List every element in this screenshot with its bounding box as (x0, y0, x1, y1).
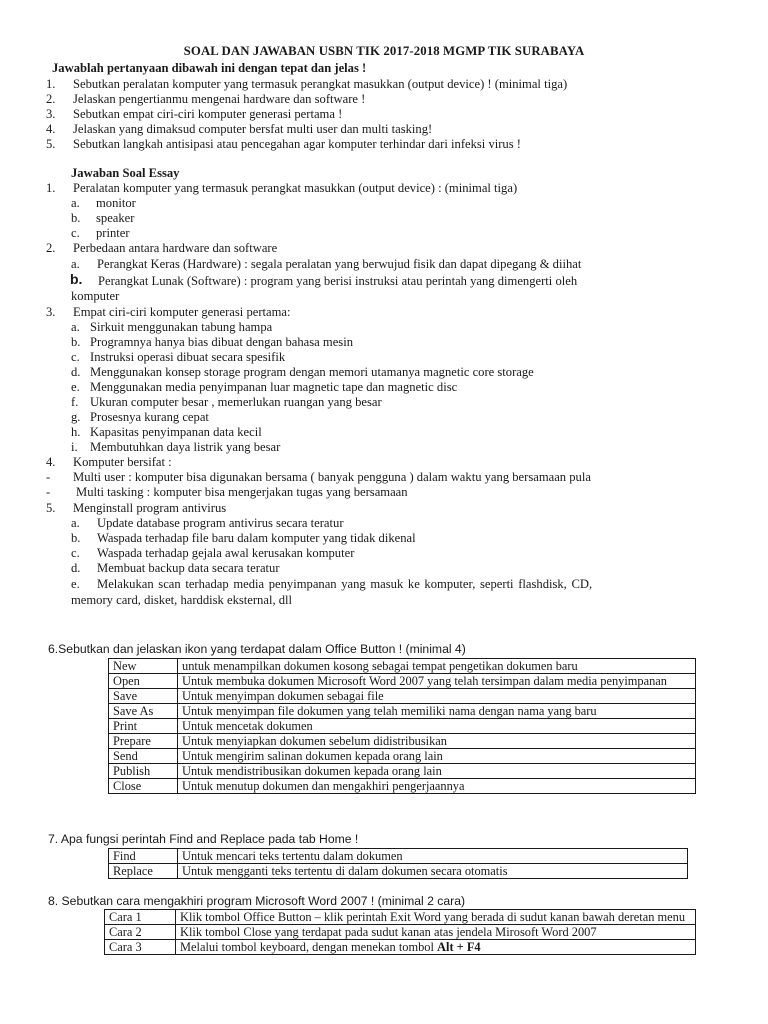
exit-word-table (104, 909, 696, 955)
table-row (109, 864, 688, 879)
answer-2-item-b-cont: komputer (71, 289, 120, 303)
question-1: Sebutkan peralatan komputer yang termasuk perangkat masukkan (output device) ! (minimal tiga) (73, 77, 568, 91)
question-7-label: 7. Apa fungsi perintah Find and Replace pada tab Home ! (48, 832, 359, 846)
question-number: 3. (46, 107, 56, 121)
cara-3-text: Melalui tombol keyboard, dengan menekan tombol (180, 940, 438, 954)
answer-5-item-cont: memory card, disket, harddisk eksternal, dll (71, 593, 293, 607)
table-cell-key: Replace (109, 864, 178, 879)
office-button-table (108, 658, 696, 794)
answer-5-item: Update database program antivirus secara teratur (97, 516, 344, 530)
answer-1-item: monitor (96, 196, 136, 210)
table-cell-key: Cara 3 (105, 940, 176, 955)
table-cell-value: untuk menampilkan dokumen kosong sebagai tempat pengetikan dokumen baru (178, 659, 696, 674)
table-cell-key: Open (109, 674, 178, 689)
table-cell-key: Save As (109, 704, 178, 719)
table-cell-value: Klik tombol Close yang terdapat pada sudut kanan atas jendela Mirosoft Word 2007 (176, 925, 696, 940)
answer-3-item: Ukuran computer besar , memerlukan ruangan yang besar (90, 395, 382, 409)
list-marker: b. (71, 335, 81, 349)
table-row (109, 764, 696, 779)
answer-1-heading: Peralatan komputer yang termasuk perangkat masukkan (output device) : (minimal tiga) (73, 181, 518, 195)
table-row (105, 925, 696, 940)
question-number: 4. (46, 122, 56, 136)
answer-5-item: Melakukan scan terhadap media penyimpanan yang masuk ke komputer, seperti flashdisk, CD, (97, 577, 593, 591)
list-marker: c. (71, 350, 80, 364)
answer-number: 1. (46, 181, 56, 195)
table-cell-value (176, 940, 696, 955)
answer-3-item: Programnya hanya bias dibuat dengan bahasa mesin (90, 335, 353, 349)
table-cell-key: Publish (109, 764, 178, 779)
answer-4-item: Multi tasking : komputer bisa mengerjakan tugas yang bersamaan (76, 485, 408, 499)
table-cell-key: Save (109, 689, 178, 704)
answer-5-item: Waspada terhadap file baru dalam komputer yang tidak dikenal (97, 531, 416, 545)
table-cell-value: Untuk mengganti teks tertentu di dalam dokumen secara otomatis (178, 864, 688, 879)
answer-number: 4. (46, 455, 56, 469)
question-number: 5. (46, 137, 56, 151)
table-cell-value: Untuk membuka dokumen Microsoft Word 2007 yang telah tersimpan dalam media penyimpanan (178, 674, 696, 689)
answer-2-item-b: Perangkat Lunak (Software) : program yang berisi instruksi atau perintah yang dimengerti oleh (98, 274, 578, 288)
list-marker: b. (71, 531, 81, 545)
question-8-label: 8. Sebutkan cara mengakhiri program Microsoft Word 2007 ! (minimal 2 cara) (48, 894, 466, 908)
answer-number: 5. (46, 501, 56, 515)
question-6-label: 6.Sebutkan dan jelaskan ikon yang terdapat dalam Office Button ! (minimal 4) (48, 642, 466, 656)
answer-number: 3. (46, 305, 56, 319)
question-number: 2. (46, 92, 56, 106)
table-row (109, 749, 696, 764)
list-marker: i. (71, 440, 78, 454)
table-row (109, 704, 696, 719)
answer-1-item: printer (96, 226, 130, 240)
list-marker: c. (71, 226, 80, 240)
list-marker: a. (71, 257, 80, 271)
table-cell-key: Find (109, 849, 178, 864)
answer-3-item: Sirkuit menggunakan tabung hampa (90, 320, 273, 334)
table-cell-value: Untuk mencetak dokumen (178, 719, 696, 734)
answer-5-item: Waspada terhadap gejala awal kerusakan komputer (97, 546, 355, 560)
find-replace-table (108, 848, 688, 879)
table-cell-value: Klik tombol Office Button – klik perintah Exit Word yang berada di sudut kanan bawah deretan menu (176, 910, 696, 925)
table-cell-key: Cara 1 (105, 910, 176, 925)
table-cell-key: New (109, 659, 178, 674)
document-title: SOAL DAN JAWABAN USBN TIK 2017-2018 MGMP TIK SURABAYA (183, 44, 585, 58)
table-row (109, 779, 696, 794)
answer-2-heading: Perbedaan antara hardware dan software (73, 241, 278, 255)
list-marker: d. (71, 365, 81, 379)
answer-3-heading: Empat ciri-ciri komputer generasi pertama: (73, 305, 291, 319)
list-marker: f. (71, 395, 79, 409)
table-cell-value: Untuk menyimpan dokumen sebagai file (178, 689, 696, 704)
question-3: Sebutkan empat ciri-ciri komputer generasi pertama ! (73, 107, 343, 121)
table-row (109, 719, 696, 734)
list-marker: e. (71, 577, 80, 591)
keyboard-shortcut: Alt + F4 (437, 940, 481, 954)
answer-1-item: speaker (96, 211, 135, 225)
table-row (109, 734, 696, 749)
table-cell-value: Untuk menutup dokumen dan mengakhiri pengerjaannya (178, 779, 696, 794)
table-row (105, 910, 696, 925)
answer-3-item: Menggunakan konsep storage program dengan memori utamanya magnetic core storage (90, 365, 534, 379)
table-cell-key: Cara 2 (105, 925, 176, 940)
list-marker: b. (70, 271, 83, 287)
table-cell-value: Untuk menyimpan file dokumen yang telah memiliki nama dengan nama yang baru (178, 704, 696, 719)
answers-heading: Jawaban Soal Essay (71, 166, 180, 180)
table-row (105, 940, 696, 955)
answer-3-item: Kapasitas penyimpanan data kecil (90, 425, 262, 439)
question-number: 1. (46, 77, 56, 91)
table-row (109, 659, 696, 674)
table-row (109, 689, 696, 704)
table-cell-key: Prepare (109, 734, 178, 749)
question-5: Sebutkan langkah antisipasi atau pencegahan agar komputer terhindar dari infeksi virus ! (73, 137, 521, 151)
table-cell-value: Untuk mengirim salinan dokumen kepada orang lain (178, 749, 696, 764)
list-marker: - (46, 470, 51, 484)
answer-3-item: Membutuhkan daya listrik yang besar (90, 440, 281, 454)
list-marker: a. (71, 516, 80, 530)
list-marker: b. (71, 211, 81, 225)
table-cell-key: Print (109, 719, 178, 734)
table-cell-key: Close (109, 779, 178, 794)
list-marker: a. (71, 320, 80, 334)
table-row (109, 674, 696, 689)
list-marker: e. (71, 380, 80, 394)
table-row (109, 849, 688, 864)
list-marker: d. (71, 561, 81, 575)
instruction: Jawablah pertanyaan dibawah ini dengan tepat dan jelas ! (52, 61, 367, 75)
list-marker: g. (71, 410, 81, 424)
answer-3-item: Menggunakan media penyimpanan luar magnetic tape dan magnetic disc (90, 380, 458, 394)
answer-number: 2. (46, 241, 56, 255)
answer-5-heading: Menginstall program antivirus (73, 501, 227, 515)
answer-3-item: Prosesnya kurang cepat (90, 410, 209, 424)
answer-3-item: Instruksi operasi dibuat secara spesifik (90, 350, 286, 364)
question-4: Jelaskan yang dimaksud computer bersfat multi user dan multi tasking! (73, 122, 433, 136)
table-cell-value: Untuk mendistribusikan dokumen kepada orang lain (178, 764, 696, 779)
answer-4-heading: Komputer bersifat : (73, 455, 172, 469)
table-cell-value: Untuk mencari teks tertentu dalam dokumen (178, 849, 688, 864)
list-marker: a. (71, 196, 80, 210)
table-cell-key: Send (109, 749, 178, 764)
answer-5-item: Membuat backup data secara teratur (97, 561, 280, 575)
answer-4-item: Multi user : komputer bisa digunakan bersama ( banyak pengguna ) dalam waktu yang bersamaan pula (73, 470, 591, 484)
answer-2-item-a: Perangkat Keras (Hardware) : segala peralatan yang berwujud fisik dan dapat dipegang & diihat (97, 257, 582, 271)
question-2: Jelaskan pengertianmu mengenai hardware dan software ! (73, 92, 366, 106)
list-marker: c. (71, 546, 80, 560)
table-cell-value: Untuk menyiapkan dokumen sebelum didistribusikan (178, 734, 696, 749)
list-marker: - (46, 485, 51, 499)
list-marker: h. (71, 425, 81, 439)
